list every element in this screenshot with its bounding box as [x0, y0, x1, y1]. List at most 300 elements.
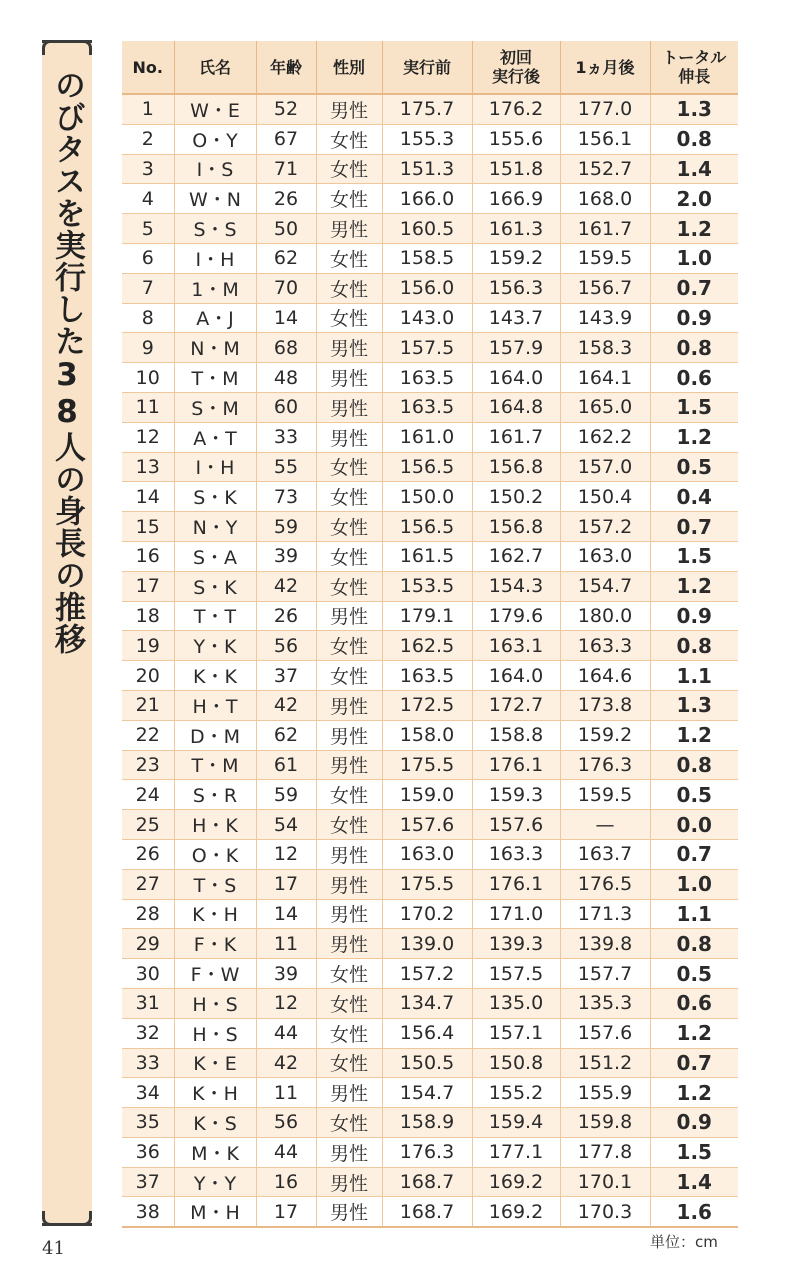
cell-after-first: 151.8 — [472, 154, 560, 184]
title-bracket-top — [80, 40, 92, 55]
cell-before: 168.7 — [382, 1167, 472, 1197]
table-row — [122, 631, 738, 661]
cell-one-month: 161.7 — [560, 214, 650, 244]
cell-gender: 女性 — [316, 303, 382, 333]
cell-age: 59 — [256, 780, 316, 810]
cell-before: 134.7 — [382, 988, 472, 1018]
header-before: 実行前 — [382, 41, 472, 94]
cell-gender: 男性 — [316, 94, 382, 124]
table-row — [122, 482, 738, 512]
cell-no: 4 — [122, 184, 174, 214]
cell-name: I・H — [174, 243, 256, 273]
table-header-row — [122, 41, 738, 94]
table-row — [122, 243, 738, 273]
cell-gender: 男性 — [316, 392, 382, 422]
cell-gender: 女性 — [316, 780, 382, 810]
cell-name: K・H — [174, 899, 256, 929]
cell-gender: 男性 — [316, 929, 382, 959]
table-row — [122, 750, 738, 780]
cell-before: 157.5 — [382, 333, 472, 363]
cell-before: 163.5 — [382, 363, 472, 393]
cell-one-month: 159.2 — [560, 720, 650, 750]
cell-age: 26 — [256, 184, 316, 214]
cell-gender: 女性 — [316, 959, 382, 989]
cell-after-first: 166.9 — [472, 184, 560, 214]
header-total-growth: トータル 伸長 — [650, 41, 738, 94]
cell-total-growth: 1.2 — [650, 1018, 738, 1048]
cell-one-month: 165.0 — [560, 392, 650, 422]
cell-age: 17 — [256, 1197, 316, 1227]
cell-one-month: 176.3 — [560, 750, 650, 780]
cell-name: S・R — [174, 780, 256, 810]
cell-no: 8 — [122, 303, 174, 333]
cell-before: 143.0 — [382, 303, 472, 333]
table-row — [122, 1137, 738, 1167]
cell-name: K・H — [174, 1078, 256, 1108]
cell-total-growth: 0.5 — [650, 959, 738, 989]
table-row — [122, 541, 738, 571]
cell-name: D・M — [174, 720, 256, 750]
cell-one-month: 150.4 — [560, 482, 650, 512]
cell-age: 44 — [256, 1018, 316, 1048]
cell-before: 163.5 — [382, 661, 472, 691]
table-row — [122, 392, 738, 422]
cell-after-first: 154.3 — [472, 571, 560, 601]
table-row — [122, 214, 738, 244]
cell-one-month: 171.3 — [560, 899, 650, 929]
table-row — [122, 720, 738, 750]
cell-name: S・S — [174, 214, 256, 244]
cell-age: 11 — [256, 1078, 316, 1108]
table-row — [122, 780, 738, 810]
cell-one-month: 173.8 — [560, 690, 650, 720]
cell-gender: 女性 — [316, 631, 382, 661]
cell-after-first: 163.3 — [472, 839, 560, 869]
cell-one-month: 170.3 — [560, 1197, 650, 1227]
table-row — [122, 601, 738, 631]
cell-after-first: 169.2 — [472, 1197, 560, 1227]
cell-after-first: 157.5 — [472, 959, 560, 989]
header-no: No. — [122, 41, 174, 94]
cell-before: 157.2 — [382, 959, 472, 989]
cell-before: 160.5 — [382, 214, 472, 244]
cell-after-first: 155.2 — [472, 1078, 560, 1108]
page-number: 41 — [42, 1238, 65, 1259]
table-row — [122, 571, 738, 601]
header-after-first: 初回 実行後 — [472, 41, 560, 94]
cell-name: H・S — [174, 1018, 256, 1048]
cell-name: F・K — [174, 929, 256, 959]
cell-total-growth: 1.0 — [650, 869, 738, 899]
cell-one-month: 168.0 — [560, 184, 650, 214]
cell-total-growth: 0.8 — [650, 333, 738, 363]
page-title: のびタスを実行した38人の身長の推移 — [49, 69, 85, 655]
cell-before: 168.7 — [382, 1197, 472, 1227]
cell-age: 56 — [256, 1108, 316, 1138]
cell-name: O・K — [174, 839, 256, 869]
cell-one-month: 163.0 — [560, 541, 650, 571]
cell-total-growth: 1.2 — [650, 422, 738, 452]
cell-gender: 男性 — [316, 1137, 382, 1167]
cell-no: 19 — [122, 631, 174, 661]
cell-after-first: 171.0 — [472, 899, 560, 929]
table-body — [122, 94, 738, 1227]
cell-no: 29 — [122, 929, 174, 959]
cell-name: K・E — [174, 1048, 256, 1078]
cell-gender: 女性 — [316, 243, 382, 273]
cell-total-growth: 0.9 — [650, 601, 738, 631]
cell-name: H・S — [174, 988, 256, 1018]
cell-before: 175.7 — [382, 94, 472, 124]
cell-gender: 女性 — [316, 810, 382, 840]
cell-gender: 女性 — [316, 988, 382, 1018]
cell-age: 71 — [256, 154, 316, 184]
cell-name: S・A — [174, 541, 256, 571]
cell-no: 26 — [122, 839, 174, 869]
cell-total-growth: 1.2 — [650, 720, 738, 750]
cell-age: 44 — [256, 1137, 316, 1167]
table-row — [122, 1048, 738, 1078]
cell-total-growth: 1.3 — [650, 690, 738, 720]
table-row — [122, 810, 738, 840]
cell-gender: 男性 — [316, 333, 382, 363]
cell-before: 175.5 — [382, 750, 472, 780]
table-row — [122, 124, 738, 154]
cell-total-growth: 0.9 — [650, 303, 738, 333]
cell-age: 42 — [256, 1048, 316, 1078]
cell-after-first: 162.7 — [472, 541, 560, 571]
cell-after-first: 156.8 — [472, 452, 560, 482]
cell-gender: 女性 — [316, 184, 382, 214]
cell-total-growth: 0.7 — [650, 512, 738, 542]
cell-after-first: 161.3 — [472, 214, 560, 244]
table-row — [122, 1197, 738, 1227]
cell-no: 30 — [122, 959, 174, 989]
title-box — [42, 40, 92, 1226]
cell-one-month: 156.7 — [560, 273, 650, 303]
cell-no: 10 — [122, 363, 174, 393]
cell-total-growth: 0.9 — [650, 1108, 738, 1138]
cell-name: F・W — [174, 959, 256, 989]
cell-name: H・T — [174, 690, 256, 720]
cell-age: 56 — [256, 631, 316, 661]
cell-before: 156.0 — [382, 273, 472, 303]
cell-no: 11 — [122, 392, 174, 422]
cell-name: Y・Y — [174, 1167, 256, 1197]
table-row — [122, 988, 738, 1018]
table-row — [122, 1167, 738, 1197]
cell-before: 156.4 — [382, 1018, 472, 1048]
title-bracket-bottom — [80, 1211, 92, 1226]
cell-one-month: 157.6 — [560, 1018, 650, 1048]
table-row — [122, 452, 738, 482]
cell-total-growth: 0.8 — [650, 750, 738, 780]
cell-age: 14 — [256, 303, 316, 333]
cell-no: 21 — [122, 690, 174, 720]
cell-gender: 男性 — [316, 214, 382, 244]
cell-no: 25 — [122, 810, 174, 840]
cell-gender: 女性 — [316, 482, 382, 512]
table-row — [122, 1108, 738, 1138]
cell-total-growth: 0.0 — [650, 810, 738, 840]
cell-after-first: 135.0 — [472, 988, 560, 1018]
cell-after-first: 159.4 — [472, 1108, 560, 1138]
cell-age: 70 — [256, 273, 316, 303]
cell-before: 166.0 — [382, 184, 472, 214]
cell-gender: 女性 — [316, 452, 382, 482]
header-age: 年齢 — [256, 41, 316, 94]
cell-name: W・N — [174, 184, 256, 214]
cell-no: 18 — [122, 601, 174, 631]
cell-before: 150.0 — [382, 482, 472, 512]
cell-after-first: 164.0 — [472, 363, 560, 393]
cell-total-growth: 1.4 — [650, 1167, 738, 1197]
table-row — [122, 869, 738, 899]
cell-no: 16 — [122, 541, 174, 571]
table-row — [122, 1018, 738, 1048]
cell-before: 158.0 — [382, 720, 472, 750]
cell-after-first: 176.1 — [472, 869, 560, 899]
cell-gender: 男性 — [316, 422, 382, 452]
cell-before: 175.5 — [382, 869, 472, 899]
cell-age: 54 — [256, 810, 316, 840]
cell-name: M・K — [174, 1137, 256, 1167]
cell-age: 52 — [256, 94, 316, 124]
cell-before: 179.1 — [382, 601, 472, 631]
cell-total-growth: 0.8 — [650, 929, 738, 959]
cell-no: 24 — [122, 780, 174, 810]
cell-before: 176.3 — [382, 1137, 472, 1167]
cell-age: 12 — [256, 839, 316, 869]
cell-gender: 女性 — [316, 124, 382, 154]
table-row — [122, 690, 738, 720]
cell-one-month: 143.9 — [560, 303, 650, 333]
table-row — [122, 899, 738, 929]
cell-after-first: 176.1 — [472, 750, 560, 780]
cell-one-month: 163.3 — [560, 631, 650, 661]
cell-name: N・M — [174, 333, 256, 363]
cell-no: 7 — [122, 273, 174, 303]
cell-gender: 男性 — [316, 601, 382, 631]
cell-no: 2 — [122, 124, 174, 154]
unit-note: 単位：cm — [650, 1233, 718, 1251]
cell-before: 158.5 — [382, 243, 472, 273]
cell-gender: 男性 — [316, 839, 382, 869]
cell-one-month: 156.1 — [560, 124, 650, 154]
table-row — [122, 422, 738, 452]
cell-one-month: 155.9 — [560, 1078, 650, 1108]
cell-age: 62 — [256, 720, 316, 750]
header-one-month: 1ヵ月後 — [560, 41, 650, 94]
cell-no: 36 — [122, 1137, 174, 1167]
cell-age: 48 — [256, 363, 316, 393]
table-row — [122, 94, 738, 124]
cell-no: 23 — [122, 750, 174, 780]
cell-before: 139.0 — [382, 929, 472, 959]
height-table — [122, 41, 738, 1228]
cell-one-month: 180.0 — [560, 601, 650, 631]
cell-before: 163.5 — [382, 392, 472, 422]
table-row — [122, 154, 738, 184]
cell-total-growth: 0.7 — [650, 273, 738, 303]
cell-name: S・K — [174, 571, 256, 601]
table-row — [122, 333, 738, 363]
cell-no: 3 — [122, 154, 174, 184]
cell-total-growth: 1.3 — [650, 94, 738, 124]
cell-total-growth: 0.5 — [650, 452, 738, 482]
cell-one-month: — — [560, 810, 650, 840]
cell-after-first: 150.2 — [472, 482, 560, 512]
cell-after-first: 169.2 — [472, 1167, 560, 1197]
cell-gender: 女性 — [316, 1108, 382, 1138]
cell-no: 32 — [122, 1018, 174, 1048]
cell-total-growth: 1.2 — [650, 571, 738, 601]
cell-one-month: 151.2 — [560, 1048, 650, 1078]
cell-gender: 男性 — [316, 690, 382, 720]
cell-name: A・J — [174, 303, 256, 333]
cell-total-growth: 1.2 — [650, 214, 738, 244]
cell-no: 13 — [122, 452, 174, 482]
cell-no: 6 — [122, 243, 174, 273]
cell-age: 59 — [256, 512, 316, 542]
cell-total-growth: 2.0 — [650, 184, 738, 214]
cell-gender: 男性 — [316, 1078, 382, 1108]
cell-no: 1 — [122, 94, 174, 124]
table-row — [122, 184, 738, 214]
cell-no: 31 — [122, 988, 174, 1018]
cell-name: W・E — [174, 94, 256, 124]
cell-name: A・T — [174, 422, 256, 452]
cell-name: I・H — [174, 452, 256, 482]
cell-name: S・M — [174, 392, 256, 422]
cell-no: 37 — [122, 1167, 174, 1197]
table-row — [122, 273, 738, 303]
table-row — [122, 512, 738, 542]
cell-one-month: 177.8 — [560, 1137, 650, 1167]
cell-after-first: 163.1 — [472, 631, 560, 661]
cell-gender: 男性 — [316, 363, 382, 393]
cell-name: O・Y — [174, 124, 256, 154]
cell-name: M・H — [174, 1197, 256, 1227]
cell-gender: 女性 — [316, 1048, 382, 1078]
cell-gender: 女性 — [316, 661, 382, 691]
cell-age: 73 — [256, 482, 316, 512]
cell-no: 5 — [122, 214, 174, 244]
cell-total-growth: 1.5 — [650, 541, 738, 571]
cell-total-growth: 0.7 — [650, 839, 738, 869]
cell-no: 20 — [122, 661, 174, 691]
cell-one-month: 170.1 — [560, 1167, 650, 1197]
cell-no: 9 — [122, 333, 174, 363]
cell-after-first: 158.8 — [472, 720, 560, 750]
cell-total-growth: 1.4 — [650, 154, 738, 184]
cell-name: T・T — [174, 601, 256, 631]
cell-name: 1・M — [174, 273, 256, 303]
cell-age: 67 — [256, 124, 316, 154]
cell-no: 28 — [122, 899, 174, 929]
cell-after-first: 157.1 — [472, 1018, 560, 1048]
cell-after-first: 179.6 — [472, 601, 560, 631]
cell-total-growth: 1.2 — [650, 1078, 738, 1108]
cell-age: 37 — [256, 661, 316, 691]
cell-after-first: 177.1 — [472, 1137, 560, 1167]
cell-after-first: 156.8 — [472, 512, 560, 542]
cell-age: 55 — [256, 452, 316, 482]
cell-after-first: 176.2 — [472, 94, 560, 124]
cell-name: K・S — [174, 1108, 256, 1138]
cell-name: H・K — [174, 810, 256, 840]
cell-one-month: 159.5 — [560, 243, 650, 273]
cell-name: I・S — [174, 154, 256, 184]
cell-name: K・K — [174, 661, 256, 691]
cell-before: 161.5 — [382, 541, 472, 571]
cell-no: 34 — [122, 1078, 174, 1108]
cell-one-month: 176.5 — [560, 869, 650, 899]
cell-after-first: 159.3 — [472, 780, 560, 810]
cell-before: 157.6 — [382, 810, 472, 840]
cell-total-growth: 0.8 — [650, 124, 738, 154]
cell-gender: 男性 — [316, 750, 382, 780]
cell-before: 162.5 — [382, 631, 472, 661]
cell-after-first: 164.0 — [472, 661, 560, 691]
cell-age: 42 — [256, 690, 316, 720]
table-row — [122, 303, 738, 333]
cell-no: 14 — [122, 482, 174, 512]
table-row — [122, 363, 738, 393]
cell-before: 172.5 — [382, 690, 472, 720]
cell-age: 50 — [256, 214, 316, 244]
cell-name: T・S — [174, 869, 256, 899]
cell-after-first: 155.6 — [472, 124, 560, 154]
cell-gender: 男性 — [316, 720, 382, 750]
cell-before: 151.3 — [382, 154, 472, 184]
cell-one-month: 162.2 — [560, 422, 650, 452]
cell-age: 16 — [256, 1167, 316, 1197]
cell-age: 26 — [256, 601, 316, 631]
cell-age: 17 — [256, 869, 316, 899]
cell-gender: 男性 — [316, 899, 382, 929]
cell-total-growth: 0.8 — [650, 631, 738, 661]
cell-one-month: 164.6 — [560, 661, 650, 691]
cell-total-growth: 0.4 — [650, 482, 738, 512]
cell-after-first: 161.7 — [472, 422, 560, 452]
cell-after-first: 143.7 — [472, 303, 560, 333]
cell-gender: 女性 — [316, 273, 382, 303]
cell-one-month: 157.0 — [560, 452, 650, 482]
cell-name: T・M — [174, 750, 256, 780]
cell-no: 38 — [122, 1197, 174, 1227]
cell-no: 17 — [122, 571, 174, 601]
cell-one-month: 159.8 — [560, 1108, 650, 1138]
cell-age: 12 — [256, 988, 316, 1018]
cell-before: 161.0 — [382, 422, 472, 452]
cell-age: 61 — [256, 750, 316, 780]
header-name: 氏名 — [174, 41, 256, 94]
cell-one-month: 164.1 — [560, 363, 650, 393]
cell-gender: 女性 — [316, 571, 382, 601]
header-gender: 性別 — [316, 41, 382, 94]
cell-after-first: 159.2 — [472, 243, 560, 273]
cell-before: 159.0 — [382, 780, 472, 810]
cell-gender: 女性 — [316, 154, 382, 184]
cell-total-growth: 0.6 — [650, 988, 738, 1018]
cell-one-month: 135.3 — [560, 988, 650, 1018]
cell-gender: 女性 — [316, 541, 382, 571]
cell-name: S・K — [174, 482, 256, 512]
cell-before: 156.5 — [382, 452, 472, 482]
cell-name: T・M — [174, 363, 256, 393]
table-row — [122, 661, 738, 691]
